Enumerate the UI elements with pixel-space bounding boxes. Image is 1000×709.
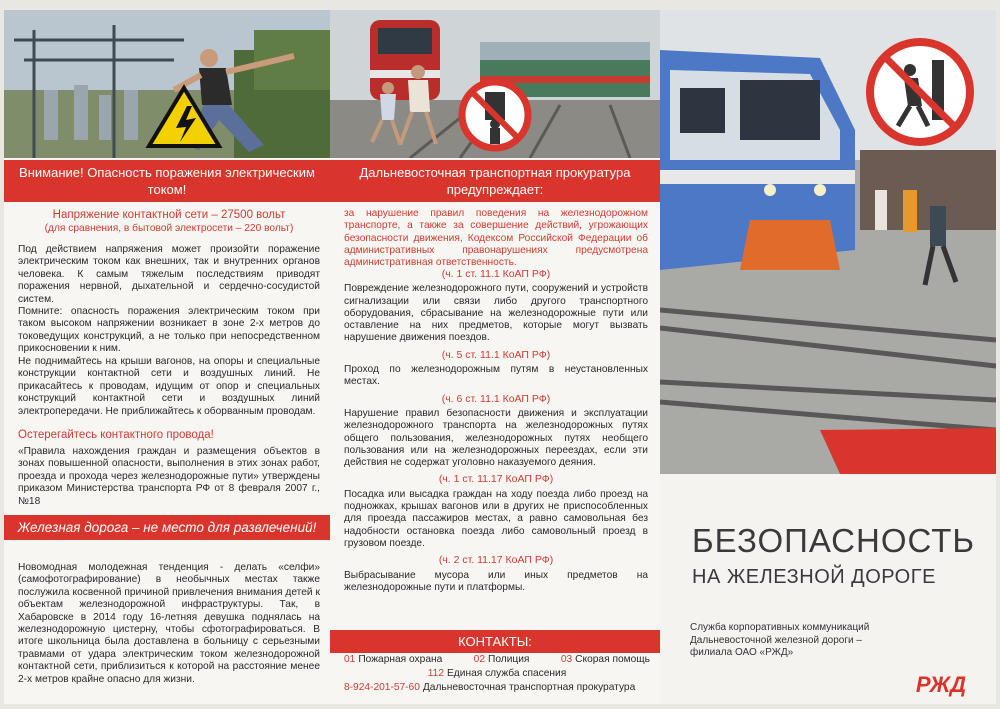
panel-prosecutor-warning: [330, 10, 660, 704]
article-ref: (ч. 6 ст. 11.1 КоАП РФ): [441, 392, 551, 405]
article-ref: (ч. 5 ст. 11.1 КоАП РФ): [441, 348, 551, 361]
contact-ambulance: 03 Скорая помощь: [560, 654, 650, 665]
violation-text: Повреждение железнодорожного пути, сооружений и устройств сигнализации или связи либо другого транспортного оборудования, сбрасывание на железнодорожные пути или оставление на них предметов, которые могут вызвать нарушение движения поездов.: [344, 283, 648, 344]
article-ref: (ч. 1 ст. 11.1 КоАП РФ): [441, 268, 551, 280]
no-walking-on-rails-icon: [870, 42, 970, 142]
contact-fire: 01 Пожарная охрана: [344, 654, 443, 665]
violation-text: Выбрасывание мусора или иных предметов на железнодорожные пути и платформы.: [344, 569, 648, 593]
photo-kids-on-tracks: [330, 10, 660, 158]
photo-substation-jump: [4, 10, 330, 158]
banner-prosecutor: Дальневосточная транспортная прокуратура предупреждает:: [330, 160, 660, 202]
banner-contacts: КОНТАКТЫ:: [330, 630, 660, 653]
contact-prosecutor: 8-924-201-57-60 Дальневосточная транспортная прокуратура: [344, 682, 636, 693]
cover-title: БЕЗОПАСНОСТЬ: [692, 522, 976, 559]
train-red: [370, 20, 440, 100]
cover-subtitle: НА ЖЕЛЕЗНОЙ ДОРОГЕ: [692, 566, 936, 588]
violation-text: Нарушение правил безопасности движения и эксплуатации железнодорожного транспорта на железнодорожных путях общего пользования, железнодорожных путях необщего пользования или на железнодорожных переездах, если эти действия не содержат уголовно наказуемого деяния.: [344, 407, 648, 469]
rules-reference: «Правила нахождения граждан и размещения объектов в зонах повышенной опасности, выполнения в этих зонах работ, проезда и прохода через железнодорожные пути» утверждены приказом Министерства транспорта РФ от 8 февраля 2007 г., №18: [18, 446, 320, 507]
no-walking-on-tracks-icon: [462, 82, 528, 148]
paragraph-do-not-climb: Не поднимайтесь на крыши вагонов, на опоры и специальные конструкции контактной сети и воздушных линий. Не прикасайтесь к проводам, идущим от опор и специальных конструкций контактной сети и воздушных линий электропередачи. Не приближайтесь к оборванным проводам.: [18, 356, 320, 417]
beware-heading: Остерегайтесь контактного провода!: [18, 429, 214, 441]
panel-cover: [660, 10, 996, 704]
banner-electric-warning: Внимание! Опасность поражения электрическим током!: [4, 160, 330, 202]
contact-police: 02 Полиция: [473, 654, 530, 665]
violation-text: Посадка или высадка граждан на ходу поезда либо проезд на подножках, крышах вагонов или в других не приспособленных для проезда пассажиров местах, а равно самовольная без надобности остановка поезда либо самовольный проезд в грузовом поезде.: [344, 488, 648, 549]
rzd-logo: РЖД: [915, 672, 966, 697]
article-ref: (ч. 2 ст. 11.17 КоАП РФ): [438, 554, 554, 567]
voltage-subtitle: (для сравнения, в бытовой электросети – 220 вольт): [44, 223, 294, 234]
banner-not-for-fun: Железная дорога – не место для развлечений!: [4, 515, 330, 540]
panel-electric-danger: [4, 10, 330, 704]
violation-text: Проход по железнодорожным путям в неустановленных местах.: [344, 364, 648, 388]
electric-train: [660, 50, 855, 270]
contacts-list: [344, 653, 650, 695]
contact-rescue: 112 Единая служба спасения: [427, 668, 567, 679]
prosecutor-intro: за нарушение правил поведения на железнодорожном транспорте, а также за совершение действий, угрожающих безопасности движения, Кодексом Российской Федерации об административных правонарушениях предусмотрена административная ответственность.: [344, 208, 648, 269]
photo-train-and-tracks: [660, 10, 996, 474]
paragraph-effects: Под действием напряжения может произойти поражение электрическим током как внешних, так и внутренних органов человека. К самым тяжелым последствиям приводят поражения нервной, дыхательной и сердечно-сосудистой систем.: [18, 244, 320, 305]
paragraph-two-meters: Помните: опасность поражения электрическим током при таком высоком напряжении возникает в зоне 2-х метров до токоведущих конструкций, а не только при непосредственном прикосновении к ним.: [18, 306, 320, 355]
article-ref: (ч. 1 ст. 11.17 КоАП РФ): [438, 473, 554, 486]
violation-list: [344, 268, 648, 594]
voltage-title: Напряжение контактной сети – 27500 вольт: [52, 209, 286, 221]
paragraph-selfie: Новомодная молодежная тенденция - делать «селфи» (самофотографирование) в необычных местах также послужила косвенной причиной привлечения внимания детей к объектам железнодорожной инфраструктуры. Так, в Хабаровске в 2014 году 16-летняя девушка поднялась на железнодорожную цистерну, чтобы сфотографироваться. В итоге школьница была доставлена в больницу с серьезными травмами от удара электрическим током железнодорожной контактной сети, приблизиться к которой на расстояние менее 2-х метров крайне опасно для жизни.: [18, 562, 320, 685]
corporate-service-note: Служба корпоративных коммуникаций Дальневосточной железной дороги – филиала ОАО «РЖД»: [690, 622, 870, 658]
